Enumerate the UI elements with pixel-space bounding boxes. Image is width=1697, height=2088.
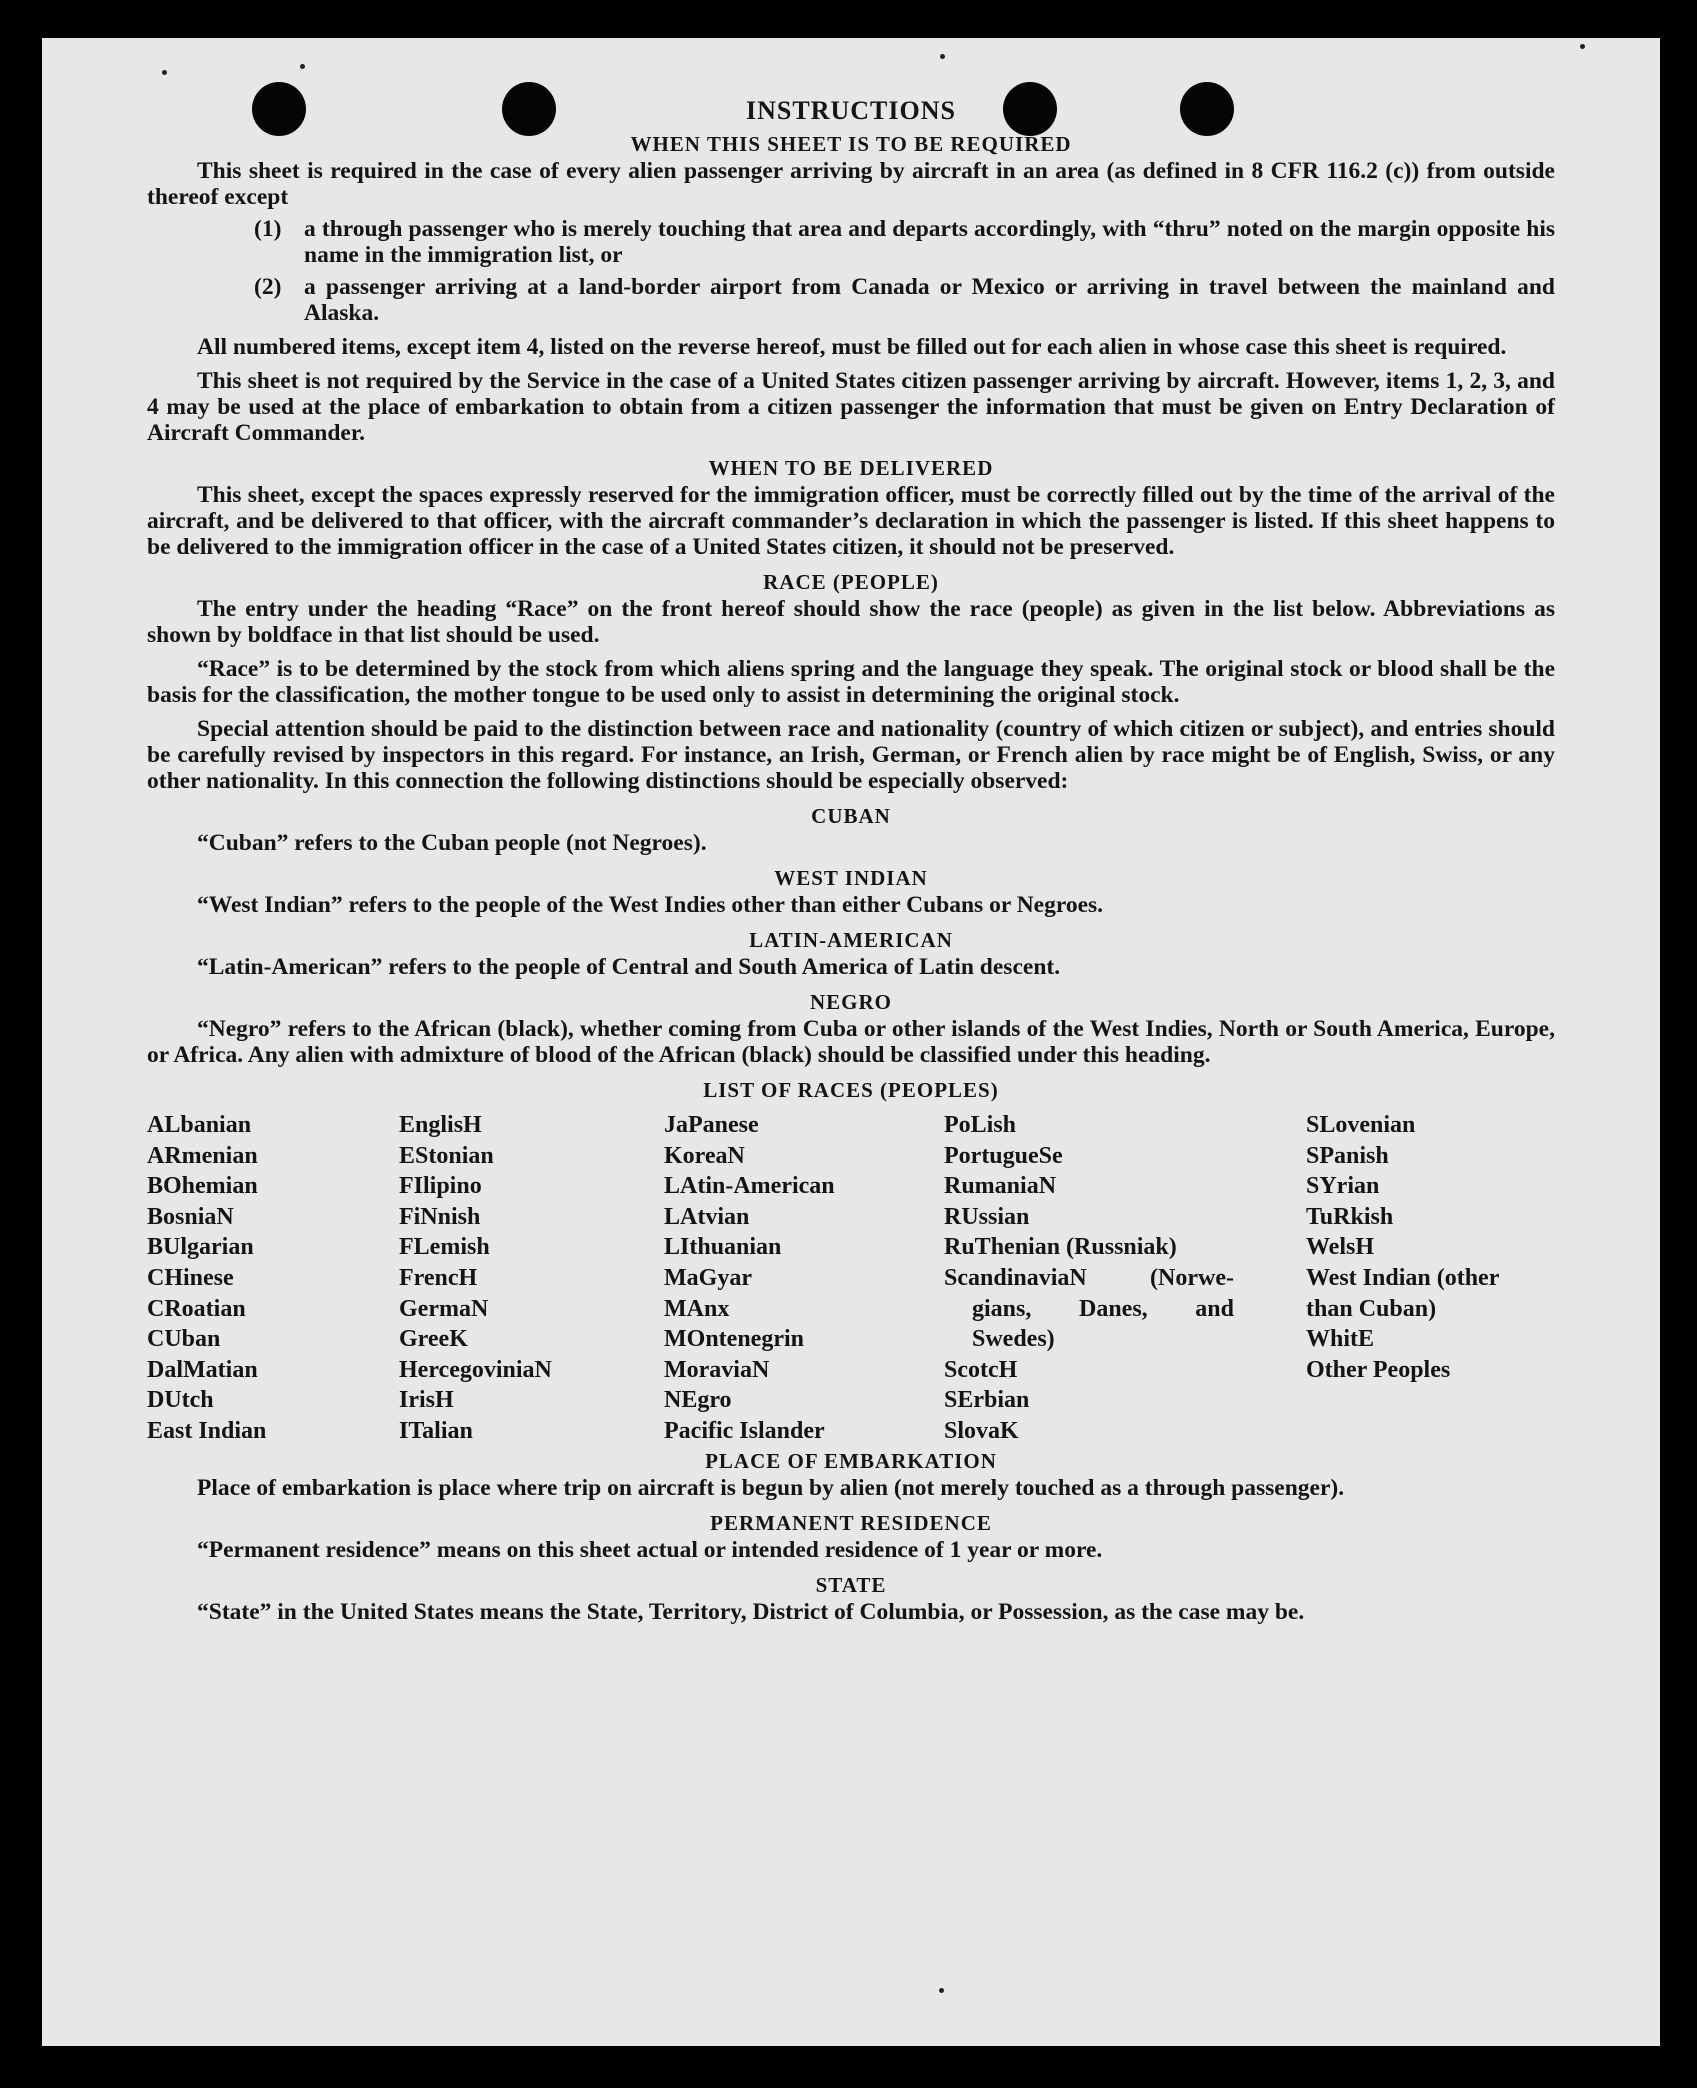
paragraph-citizen: This sheet is not required by the Service in the case of a United States citizen passenger arriving by aircraft. However, items 1, 2, 3, and 4 may be used at the place of embarkation to obtain from a citizen passenger the information that must be given on Entry Declaration of Aircraft Commander. [147, 368, 1555, 446]
race-item-line: Swedes) [972, 1326, 1055, 1353]
race-item: SPanish [1306, 1142, 1389, 1169]
paragraph-delivery: This sheet, except the spaces expressly reserved for the immigration officer, must be correctly filled out by the time of the arrival of the aircraft, and be delivered to that officer, with the aircraft commander’s declaration in which the passenger is listed. If this sheet happens to be delivered to the immigration officer in the case of a United States citizen, it should not be preserved. [147, 482, 1555, 560]
heading-list-of-races: LIST OF RACES (PEOPLES) [703, 1078, 999, 1102]
heading-cuban: CUBAN [811, 804, 891, 828]
race-item: EnglisH [399, 1112, 482, 1138]
speck [1580, 44, 1585, 49]
heading-west-indian: WEST INDIAN [774, 866, 928, 890]
list-item [254, 274, 1555, 326]
speck [162, 70, 167, 75]
race-item: ITalian [399, 1417, 473, 1444]
heading-latin-american: LATIN-AMERICAN [749, 928, 953, 952]
race-item: FiNnish [399, 1203, 481, 1230]
race-item: than Cuban) [1306, 1295, 1437, 1322]
paragraph-race-nationality: Special attention should be paid to the distinction between race and nationality (country of which citizen or subject), and entries should be carefully revised by inspectors in this regard. For instance, an Irish, German, or French alien by race might be of English, Swiss, or any other nationality. In this connection the following distinctions should be especially observed: [147, 716, 1555, 794]
heading-embarkation: PLACE OF EMBARKATION [705, 1448, 997, 1473]
race-item: FIlipino [399, 1173, 482, 1200]
instructions-content [147, 96, 1555, 1625]
paragraph-latin-american: “Latin-American” refers to the people of Central and South America of Latin descent. [197, 954, 1061, 980]
race-item: TuRkish [1306, 1203, 1394, 1230]
race-item: RUssian [944, 1203, 1030, 1230]
races-column [944, 1110, 1306, 1447]
paragraph-intro: This sheet is required in the case of every alien passenger arriving by aircraft in an area (as defined in 8 CFR 116.2 (c)) from outside thereof except [147, 158, 1555, 210]
races-list [147, 1110, 1555, 1447]
race-item: NEgro [664, 1387, 732, 1414]
race-item: GreeK [399, 1326, 468, 1353]
item-text: a through passenger who is merely touching that area and departs accordingly, with “thru” noted on the margin opposite his name in the immigration list, or [304, 216, 1555, 268]
speck [939, 1988, 944, 1993]
paragraph-negro: “Negro” refers to the African (black), whether coming from Cuba or other islands of the West Indies, North or South America, Europe, or Africa. Any alien with admixture of blood of the African (black) should be classified under this heading. [147, 1016, 1555, 1068]
race-item-scandinavian [944, 1263, 1234, 1355]
race-item: East Indian [147, 1417, 267, 1444]
paragraph-residence: “Permanent residence” means on this sheet actual or intended residence of 1 year or more. [197, 1536, 1103, 1563]
race-item: BUlgarian [147, 1234, 254, 1261]
race-item: GermaN [399, 1295, 489, 1322]
race-item: HercegoviniaN [399, 1356, 552, 1383]
race-item: MOntenegrin [664, 1326, 804, 1353]
race-item: SLovenian [1306, 1112, 1416, 1138]
page-title: INSTRUCTIONS [746, 96, 956, 125]
races-column [1306, 1110, 1555, 1447]
race-item: WelsH [1306, 1234, 1375, 1261]
race-item: BosniaN [147, 1203, 234, 1230]
race-item: FrencH [399, 1264, 478, 1291]
list-item [254, 216, 1555, 268]
paragraph-race-entry: The entry under the heading “Race” on the front hereof should show the race (people) as given in the list below. Abbreviations as shown by boldface in that list should be used. [147, 596, 1555, 648]
heading-when-required: WHEN THIS SHEET IS TO BE REQUIRED [630, 132, 1072, 156]
item-text: a passenger arriving at a land-border airport from Canada or Mexico or arriving in travel between the mainland and Alaska. [304, 274, 1555, 326]
race-item: Other Peoples [1306, 1356, 1451, 1383]
races-column [664, 1110, 944, 1447]
race-item: LIthuanian [664, 1234, 782, 1261]
race-item: West Indian (other [1306, 1264, 1500, 1291]
race-item: CHinese [147, 1264, 234, 1291]
race-item: DalMatian [147, 1356, 258, 1383]
race-item: LAtin-American [664, 1173, 835, 1200]
race-item-line: gians, Danes, and [972, 1295, 1234, 1322]
speck [940, 54, 945, 59]
races-column [147, 1110, 399, 1447]
races-column [399, 1110, 664, 1447]
race-item: DUtch [147, 1387, 214, 1414]
race-item: MoraviaN [664, 1356, 770, 1383]
race-item: SErbian [944, 1387, 1030, 1414]
race-item: PortugueSe [944, 1142, 1063, 1169]
item-number: (2) [254, 274, 282, 300]
heading-residence: PERMANENT RESIDENCE [710, 1510, 992, 1535]
race-item: LAtvian [664, 1203, 750, 1230]
race-item: ScotcH [944, 1356, 1018, 1383]
heading-state: STATE [815, 1572, 887, 1597]
race-item: RumaniaN [944, 1173, 1057, 1200]
paragraph-race-stock: “Race” is to be determined by the stock from which aliens spring and the language they speak. The original stock or blood shall be the basis for the classification, the mother tongue to be used only to assist in determining the original stock. [147, 656, 1555, 708]
race-item: IrisH [399, 1387, 454, 1414]
race-item: KoreaN [664, 1142, 745, 1169]
heading-negro: NEGRO [809, 990, 892, 1014]
race-item: ALbanian [147, 1112, 252, 1138]
heading-race: RACE (PEOPLE) [763, 570, 939, 594]
race-item: JaPanese [664, 1112, 759, 1138]
race-item: CRoatian [147, 1295, 246, 1322]
race-item: Pacific Islander [664, 1417, 825, 1444]
heading-when-delivered: WHEN TO BE DELIVERED [708, 456, 994, 480]
paragraph-west-indian: “West Indian” refers to the people of the West Indies other than either Cubans or Negroes. [197, 892, 1104, 918]
paragraph-numbered-items: All numbered items, except item 4, listed on the reverse hereof, must be filled out for each alien in whose case this sheet is required. [197, 334, 1507, 360]
race-item: MaGyar [664, 1264, 752, 1291]
paragraph-embarkation: Place of embarkation is place where trip on aircraft is begun by alien (not merely touched as a through passenger). [197, 1474, 1345, 1501]
speck [300, 64, 305, 69]
race-item: RuThenian (Russniak) [944, 1234, 1177, 1261]
race-item: EStonian [399, 1142, 494, 1169]
paragraph-cuban: “Cuban” refers to the Cuban people (not Negroes). [197, 830, 707, 856]
race-item: FLemish [399, 1234, 490, 1261]
item-number: (1) [254, 216, 282, 242]
race-item: CUban [147, 1326, 221, 1353]
race-item: SYrian [1306, 1173, 1380, 1200]
race-item: WhitE [1306, 1326, 1375, 1353]
race-item: PoLish [944, 1112, 1017, 1138]
race-item: ARmenian [147, 1142, 258, 1169]
document-sheet [42, 38, 1660, 2046]
race-item-line: ScandinaviaN (Norwe- [944, 1264, 1234, 1291]
paragraph-state: “State” in the United States means the State, Territory, District of Columbia, or Possession, as the case may be. [197, 1598, 1305, 1625]
race-item: BOhemian [147, 1173, 258, 1200]
race-item: SlovaK [944, 1417, 1019, 1444]
race-item: MAnx [664, 1295, 730, 1322]
